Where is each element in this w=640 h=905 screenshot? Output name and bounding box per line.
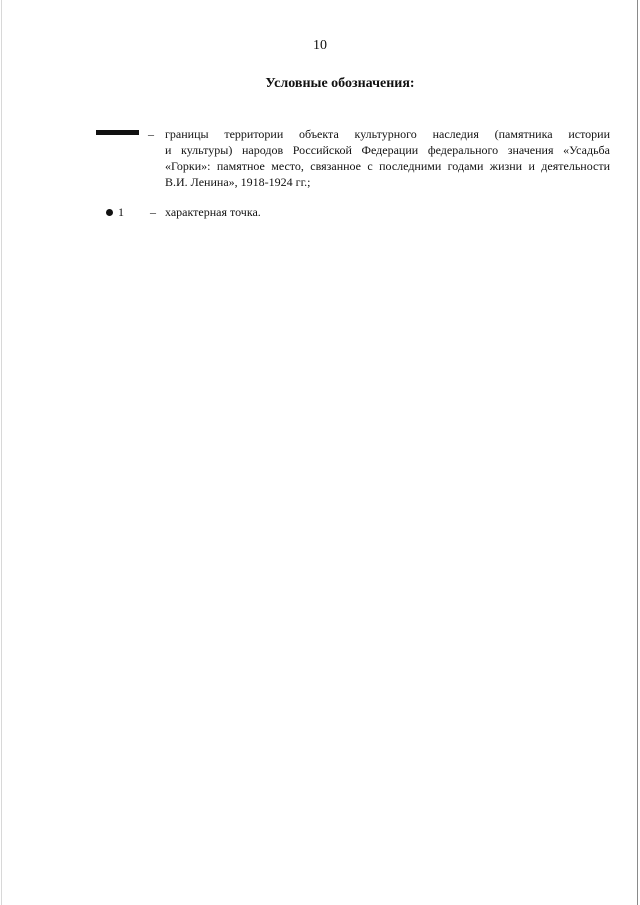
characteristic-point-symbol [106, 209, 113, 216]
scan-right-edge [637, 0, 638, 905]
point-description: характерная точка. [165, 205, 261, 219]
boundary-description-line: границы территории объекта культурного наследия (памятника истории [165, 127, 610, 141]
point-dash: – [150, 205, 156, 219]
boundary-description-line: В.И. Ленина», 1918-1924 гг.; [165, 175, 311, 189]
boundary-description [165, 126, 610, 190]
page-number: 10 [313, 38, 327, 53]
boundary-dash: – [148, 127, 154, 141]
boundary-description-line: и культуры) народов Российской Федерации федерального значения «Усадьба [165, 143, 610, 157]
scan-left-edge [1, 0, 2, 905]
page-title: Условные обозначения: [265, 76, 415, 91]
characteristic-point-number: 1 [118, 205, 124, 219]
boundary-line-symbol [96, 130, 139, 135]
boundary-description-line: «Горки»: памятное место, связанное с последними годами жизни и деятельности [165, 159, 610, 173]
